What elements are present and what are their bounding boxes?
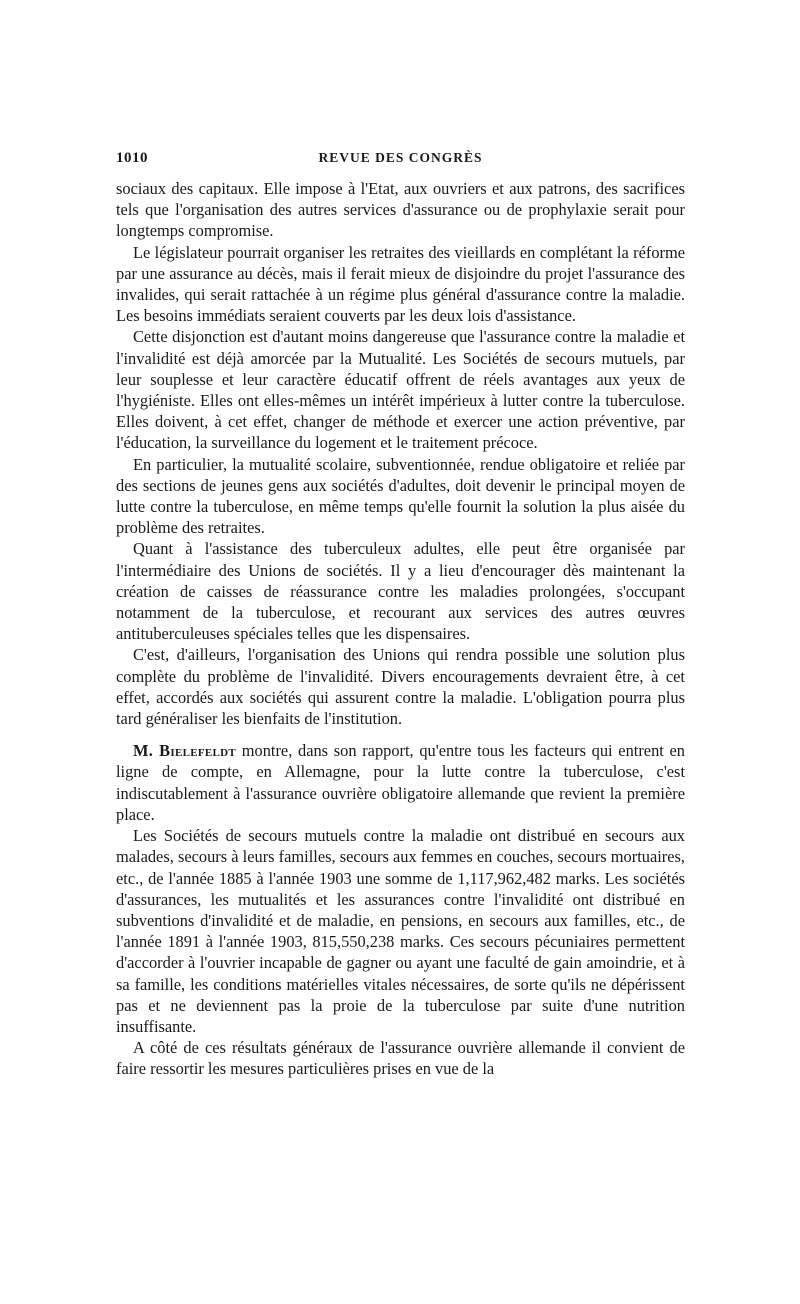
paragraph: sociaux des capitaux. Elle impose à l'Etat, aux ouvriers et aux patrons, des sacrifices tels que l'organisation des autres services d'assurance ou de prophylaxie serait pour longtemps compromise. — [116, 179, 685, 241]
running-header — [116, 150, 685, 178]
paragraph: Quant à l'assistance des tuberculeux adultes, elle peut être organisée par l'intermédiaire des Unions de sociétés. Il y a lieu d'encourager dès maintenant la création de caisses de réassurance contre les maladies prolongées, s'occupant notamment de la tuberculose, et recourant aux services des autres œuvres antituberculeuses spéciales telles que les dispensaires. — [116, 539, 685, 644]
paragraph: Cette disjonction est d'autant moins dangereuse que l'assurance contre la maladie et l'invalidité est déjà amorcée par la Mutualité. Les Sociétés de secours mutuels, par leur souplesse et leur caractère éducatif offrent de réels avantages aux yeux de l'hygiéniste. Elles ont elles-mêmes un intérêt impérieux à lutter contre la tuberculose. Elles doivent, à cet effet, changer de méthode et exercer une action préventive, par l'éducation, la surveillance du logement et le traitement précoce. — [116, 327, 685, 453]
paragraph: C'est, d'ailleurs, l'organisation des Unions qui rendra possible une solution plus complète du problème de l'invalidité. Divers encouragements devraient être, à cet effet, accordés aux sociétés qui assurent contre la maladie. L'obligation pourra plus tard généraliser les bienfaits de l'institution. — [116, 645, 685, 729]
paragraph: A côté de ces résultats généraux de l'assurance ouvrière allemande il convient de faire ressortir les mesures particulières prises en vue de la — [116, 1038, 685, 1079]
page-number: 1010 — [116, 150, 148, 166]
paragraph: Le législateur pourrait organiser les retraites des vieillards en complétant la réforme par une assurance au décès, mais il ferait mieux de disjoindre du projet l'assurance des invalides, qui serait rattachée à un régime plus général d'assurance contre la maladie. Les besoins immédiats seraient couverts par les deux lois d'assistance. — [116, 242, 685, 326]
body-text — [116, 178, 685, 1080]
speaker-paragraph — [116, 740, 685, 825]
section-gap — [116, 729, 685, 740]
running-title: REVUE DES CONGRÈS — [318, 150, 483, 165]
speaker-text: montre, dans son rapport, qu'entre tous les facteurs qui entrent en ligne de compte, en Allemagne, pour la lutte contre la tuberculose, c'est indiscutablement à l'assurance ouvrière obligatoire allemande que revient la première place. — [116, 741, 685, 824]
speaker-name: M. Bielefeldt — [133, 741, 237, 761]
book-page — [116, 150, 685, 1080]
paragraph: Les Sociétés de secours mutuels contre la maladie ont distribué en secours aux malades, secours à leurs familles, secours aux femmes en couches, secours mortuaires, etc., de l'année 1885 à l'année 1903 une somme de 1,117,962,482 marks. Les sociétés d'assurances, les mutualités et les assurances contre l'invalidité ont distribué en subventions d'invalidité et de maladie, en pensions, en secours aux familles, etc., de l'année 1891 à l'année 1903, 815,550,238 marks. Ces secours pécuniaires permettent d'accorder à l'ouvrier incapable de gagner ou ayant une faculté de gain amoindrie, et à sa famille, les conditions matérielles vitales nécessaires, de sorte qu'ils ne dépérissent pas et ne deviennent pas la proie de la tuberculose par suite d'une nutrition insuffisante. — [116, 826, 685, 1036]
paragraph: En particulier, la mutualité scolaire, subventionnée, rendue obligatoire et reliée par des sections de jeunes gens aux sociétés d'adultes, doit devenir le principal moyen de lutte contre la tuberculose, en même temps qu'elle fournit la solution la plus aisée du problème des retraites. — [116, 454, 685, 538]
